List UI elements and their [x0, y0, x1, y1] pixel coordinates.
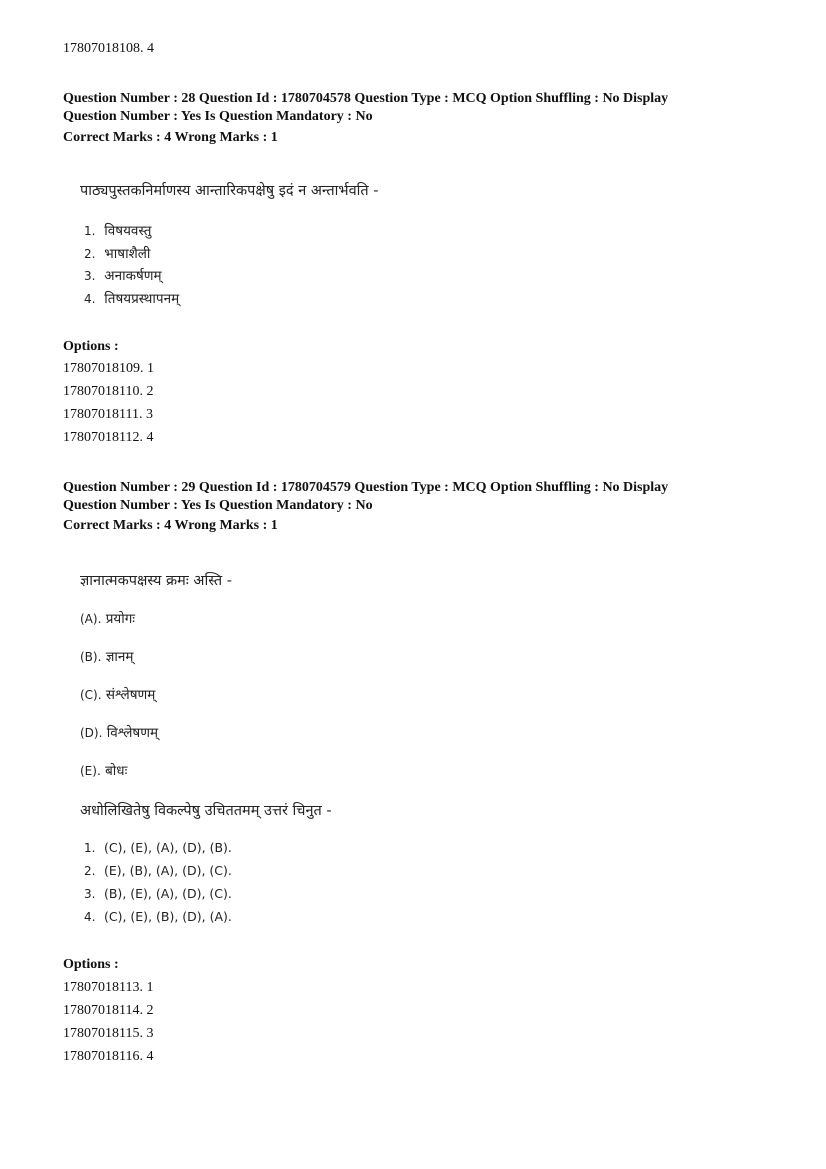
- q29-option-3: 17807018115. 3: [63, 1026, 154, 1041]
- q28-options-label: Options :: [63, 339, 119, 354]
- q29-item-text: विश्लेषणम्: [106, 725, 159, 741]
- q29-item-text: प्रयोगः: [105, 611, 136, 627]
- q28-choice-2: [84, 244, 150, 262]
- q29-meta-line-3: Correct Marks : 4 Wrong Marks : 1: [63, 518, 278, 533]
- q28-choice-number: 4.: [84, 292, 96, 306]
- q29-item-label: (E).: [80, 764, 101, 778]
- q28-option-2: 17807018110. 2: [63, 384, 154, 399]
- q29-item-label: (A).: [80, 612, 102, 626]
- q29-choice-2: [84, 863, 232, 878]
- q29-item-a: [80, 609, 135, 627]
- q28-question-text: पाठ्यपुस्तकनिर्माणस्य आन्तारिकपक्षेषु इदं न अन्तार्भवति -: [80, 183, 379, 199]
- q29-choice-number: 4.: [84, 910, 96, 924]
- q28-meta-line-3: Correct Marks : 4 Wrong Marks : 1: [63, 130, 278, 145]
- q29-meta-line-2: Question Number : Yes Is Question Mandatory : No: [63, 498, 373, 513]
- q29-choice-text: (C), (E), (B), (D), (A).: [103, 909, 232, 924]
- q29-choice-number: 3.: [84, 887, 96, 901]
- q29-choice-4: [84, 909, 232, 924]
- q28-choice-number: 2.: [84, 247, 96, 261]
- q29-instruction: अधोलिखितेषु विकल्पेषु उचिततमम् उत्तरं चिनुत -: [80, 803, 332, 819]
- q29-choice-text: (E), (B), (A), (D), (C).: [103, 863, 232, 878]
- q29-question-text: ज्ञानात्मकपक्षस्य क्रमः अस्ति -: [80, 573, 232, 589]
- q28-choice-4: [84, 289, 179, 307]
- q28-choice-text: तिषयप्रस्थापनम्: [104, 291, 180, 307]
- q29-choice-number: 2.: [84, 864, 96, 878]
- q28-choice-3: [84, 266, 162, 284]
- q29-option-1: 17807018113. 1: [63, 980, 154, 995]
- q28-choice-number: 3.: [84, 269, 96, 283]
- q29-item-text: ज्ञानम्: [105, 649, 134, 665]
- q28-option-4: 17807018112. 4: [63, 430, 154, 445]
- q28-meta-line-1: Question Number : 28 Question Id : 1780704578 Question Type : MCQ Option Shuffling : No Display: [63, 91, 669, 106]
- q29-item-label: (D).: [80, 726, 103, 740]
- q29-item-e: [80, 761, 127, 779]
- q29-item-text: बोधः: [105, 763, 128, 779]
- q28-choice-text: अनाकर्षणम्: [104, 268, 162, 284]
- q28-choice-1: [84, 221, 151, 239]
- q28-choice-text: विषयवस्तु: [104, 223, 152, 239]
- q29-choice-number: 1.: [84, 841, 96, 855]
- q29-choice-text: (B), (E), (A), (D), (C).: [103, 886, 232, 901]
- previous-option-line: 17807018108. 4: [63, 41, 154, 56]
- q29-choice-1: [84, 840, 232, 855]
- q28-meta-line-2: Question Number : Yes Is Question Mandatory : No: [63, 109, 373, 124]
- q28-choice-number: 1.: [84, 224, 96, 238]
- q29-meta-line-1: Question Number : 29 Question Id : 1780704579 Question Type : MCQ Option Shuffling : No Display: [63, 480, 669, 495]
- q29-item-label: (B).: [80, 650, 102, 664]
- q28-choice-text: भाषाशैली: [104, 246, 151, 262]
- q29-item-text: संश्लेषणम्: [105, 687, 156, 703]
- q29-choice-3: [84, 886, 232, 901]
- q29-options-label: Options :: [63, 957, 119, 972]
- q29-option-4: 17807018116. 4: [63, 1049, 154, 1064]
- q29-choice-text: (C), (E), (A), (D), (B).: [103, 840, 232, 855]
- q29-item-b: [80, 647, 133, 665]
- q28-option-3: 17807018111. 3: [63, 407, 153, 422]
- q29-item-label: (C).: [80, 688, 102, 702]
- q29-item-d: [80, 723, 158, 741]
- q29-item-c: [80, 685, 155, 703]
- q28-option-1: 17807018109. 1: [63, 361, 154, 376]
- q29-option-2: 17807018114. 2: [63, 1003, 154, 1018]
